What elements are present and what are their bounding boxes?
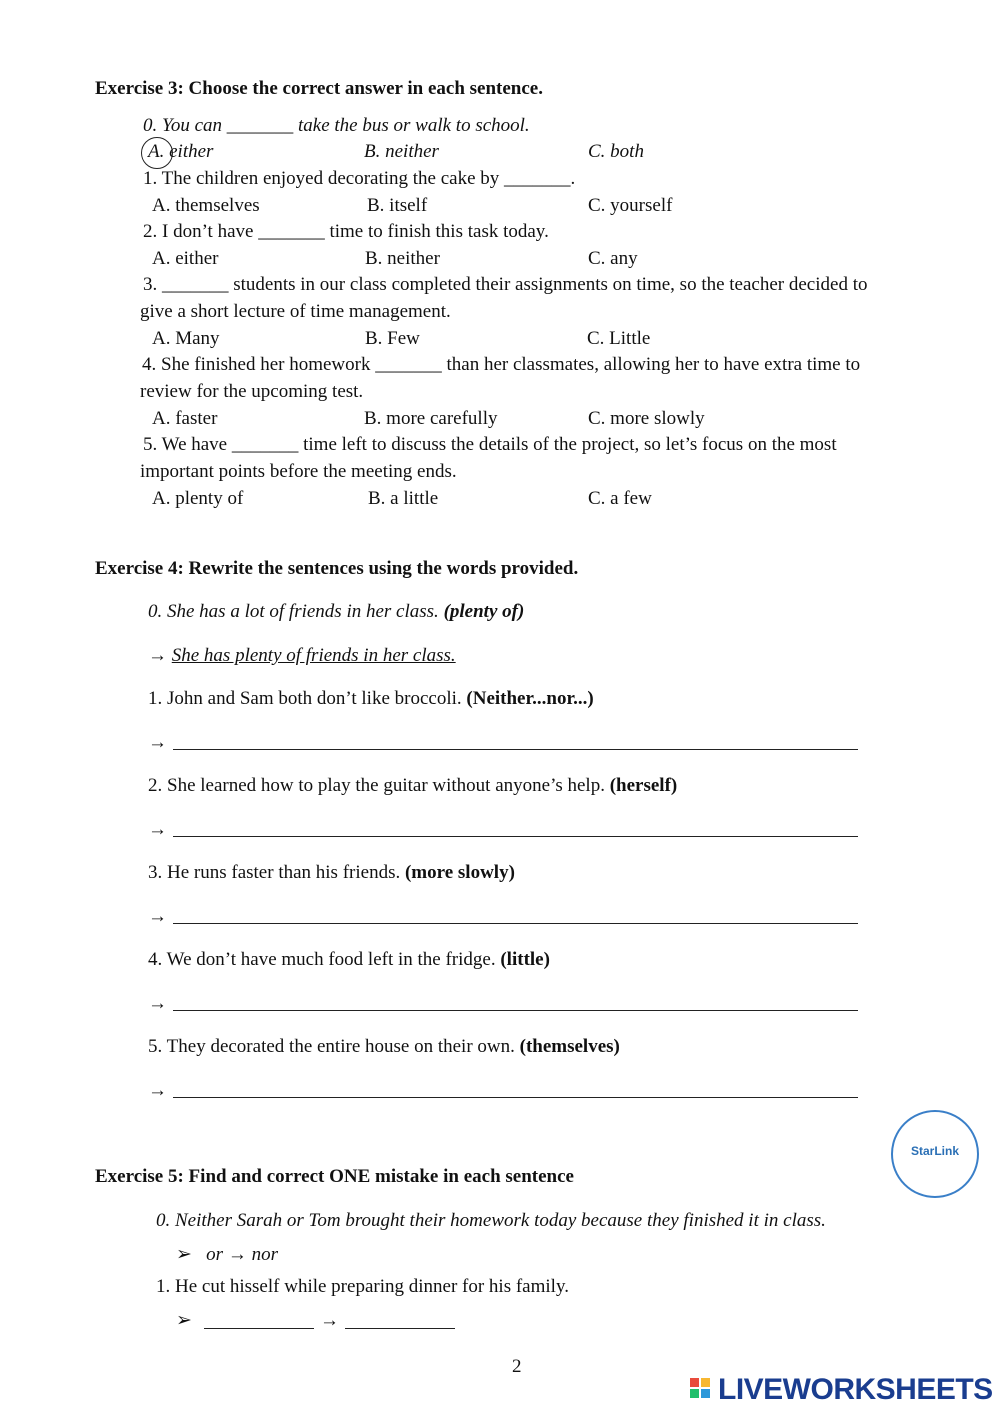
ex4-s4-sentence: [148, 949, 550, 971]
ex3-q3-text-line1: 3. _______ students in our class completed their assignments on time, so the teacher decided to: [143, 274, 868, 295]
ex5-s0-wrong-word: or: [206, 1244, 224, 1265]
ex3-q3-option-a[interactable]: A. Many: [152, 328, 220, 349]
bullet-arrow-icon: ➢: [176, 1310, 192, 1331]
ex4-s2-text: 2. She learned how to play the guitar without anyone’s help.: [148, 775, 605, 796]
ex4-s5-text: 5. They decorated the entire house on their own.: [148, 1036, 515, 1057]
ex3-q0-option-c: C. both: [588, 141, 644, 162]
ex3-q4-text-line1: 4. She finished her homework _______ than her classmates, allowing her to have extra time to: [142, 354, 861, 375]
ex3-q2-option-a[interactable]: A. either: [152, 248, 219, 269]
ex3-q3-option-c[interactable]: C. Little: [587, 328, 651, 349]
exercise-4-heading: Exercise 4: Rewrite the sentences using the words provided.: [95, 558, 579, 579]
ex4-s1-answer-line[interactable]: [173, 749, 858, 750]
ex3-q1-text: 1. The children enjoyed decorating the cake by _______.: [143, 168, 576, 189]
ex4-s1-keyword: (Neither...nor...): [466, 688, 594, 709]
ex4-s0-sentence: [148, 601, 524, 623]
arrow-icon: →: [148, 906, 167, 927]
ex4-s1-text: 1. John and Sam both don’t like broccoli.: [148, 688, 462, 709]
ex3-q4-option-c[interactable]: C. more slowly: [588, 408, 705, 429]
ex3-q2-text: 2. I don’t have _______ time to finish this task today.: [143, 221, 549, 242]
ex5-s0-correction: [176, 1244, 278, 1266]
ex4-s3-answer-line[interactable]: [173, 923, 858, 924]
ex3-q4-text-line2: review for the upcoming test.: [140, 381, 364, 402]
ex4-s3-sentence: [148, 862, 515, 884]
page-number: 2: [512, 1356, 522, 1377]
logo-square-icon: [690, 1389, 699, 1398]
ex4-s3-keyword: (more slowly): [404, 862, 515, 883]
ex4-s0-keyword: (plenty of): [443, 601, 525, 622]
arrow-icon: →: [227, 1244, 247, 1265]
arrow-icon: →: [148, 819, 167, 840]
ex4-s0-answer: She has plenty of friends in her class.: [171, 645, 456, 666]
bullet-arrow-icon: ➢: [176, 1244, 192, 1265]
ex3-q0-option-b: B. neither: [364, 141, 439, 162]
ex3-q4-option-b[interactable]: B. more carefully: [364, 408, 498, 429]
ex3-q5-option-c[interactable]: C. a few: [588, 488, 652, 509]
footer-brand-text: LIVEWORKSHEETS: [718, 1373, 993, 1406]
ex5-s0-correct-word: nor: [251, 1244, 278, 1265]
ex4-s0-text: 0. She has a lot of friends in her class.: [148, 601, 439, 622]
arrow-icon: →: [148, 1080, 167, 1101]
arrow-icon: →: [148, 993, 167, 1014]
ex3-q3-text-line2: give a short lecture of time management.: [140, 301, 451, 322]
ex3-q1-option-a[interactable]: A. themselves: [152, 195, 260, 216]
ex4-s5-sentence: [148, 1036, 620, 1058]
ex4-s5-answer-line[interactable]: [173, 1097, 858, 1098]
logo-text: StarLink: [910, 1144, 959, 1158]
ex3-q0-text: 0. You can _______ take the bus or walk to school.: [143, 115, 530, 136]
exercise-5-heading: Exercise 5: Find and correct ONE mistake in each sentence: [95, 1166, 574, 1187]
ex4-s2-answer-line[interactable]: [173, 836, 858, 837]
ex3-q2-option-b[interactable]: B. neither: [365, 248, 440, 269]
ex4-s4-keyword: (little): [500, 949, 550, 970]
logo-square-icon: [690, 1378, 699, 1387]
ex3-q3-option-b[interactable]: B. Few: [365, 328, 420, 349]
ex3-q0-option-a: A. either: [148, 141, 214, 162]
arrow-icon: →: [148, 732, 167, 753]
ex4-s5-keyword: (themselves): [519, 1036, 620, 1057]
ex5-s1-text: 1. He cut hisself while preparing dinner for his family.: [156, 1276, 569, 1297]
ex4-s2-sentence: [148, 775, 677, 797]
ex4-s2-keyword: (herself): [609, 775, 678, 796]
ex3-q5-text-line2: important points before the meeting ends.: [140, 461, 457, 482]
ex3-q5-option-b[interactable]: B. a little: [368, 488, 439, 509]
ex5-s1-wrong-blank[interactable]: [204, 1328, 314, 1329]
exercise-3-heading: Exercise 3: Choose the correct answer in each sentence.: [95, 78, 543, 99]
starlink-logo: [891, 1110, 979, 1198]
ex3-q2-option-c[interactable]: C. any: [588, 248, 638, 269]
ex3-q1-option-b[interactable]: B. itself: [367, 195, 428, 216]
ex3-q1-option-c[interactable]: C. yourself: [588, 195, 673, 216]
ex4-s4-text: 4. We don’t have much food left in the fridge.: [148, 949, 496, 970]
ex3-q4-option-a[interactable]: A. faster: [152, 408, 218, 429]
ex4-s4-answer-line[interactable]: [173, 1010, 858, 1011]
ex4-s1-sentence: [148, 688, 594, 710]
ex5-s1-correct-blank[interactable]: [345, 1328, 455, 1329]
logo-square-icon: [701, 1389, 710, 1398]
ex3-q5-text-line1: 5. We have _______ time left to discuss the details of the project, so let’s focus on the most: [143, 434, 837, 455]
ex5-s0-text: 0. Neither Sarah or Tom brought their homework today because they finished it in class.: [156, 1210, 826, 1231]
arrow-icon: →: [320, 1310, 339, 1331]
arrow-icon: →: [148, 645, 167, 666]
ex4-s3-text: 3. He runs faster than his friends.: [148, 862, 401, 883]
logo-square-icon: [701, 1378, 710, 1387]
ex3-q5-option-a[interactable]: A. plenty of: [152, 488, 244, 509]
ex4-s0-answer-row: [148, 645, 456, 667]
